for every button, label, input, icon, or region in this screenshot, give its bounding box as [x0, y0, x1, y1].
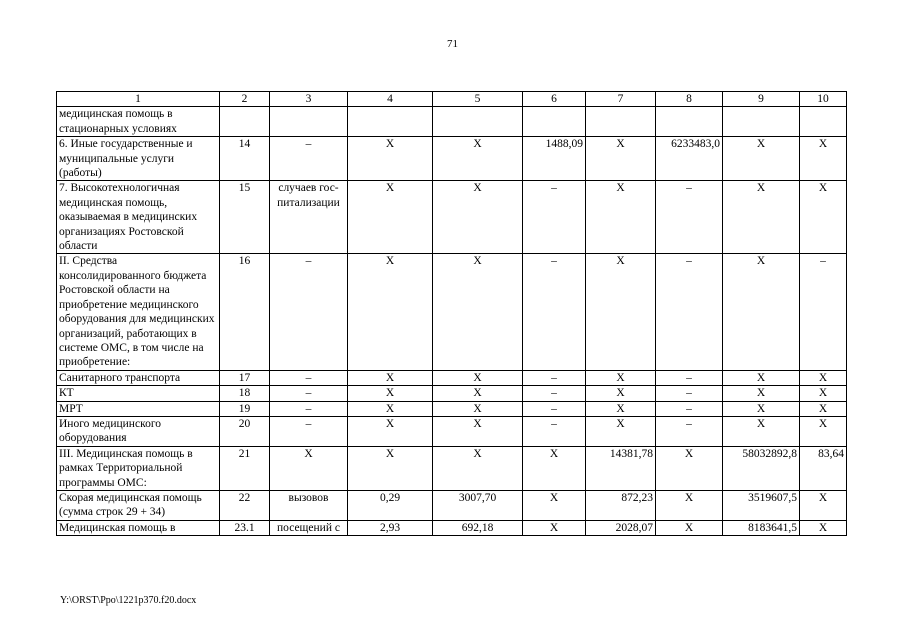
- table-row: [57, 107, 847, 137]
- table-cell: [800, 107, 847, 137]
- header-cell: 8: [656, 92, 723, 107]
- header-cell: 6: [523, 92, 586, 107]
- header-cell: 4: [348, 92, 433, 107]
- table-row: [57, 254, 847, 370]
- table-cell: [348, 107, 433, 137]
- row-code: 14: [220, 137, 270, 181]
- table-cell: Х: [348, 370, 433, 385]
- table-cell: Х: [348, 446, 433, 490]
- table-cell: Х: [433, 386, 523, 401]
- table-cell: Х: [348, 181, 433, 254]
- table-row: [57, 370, 847, 385]
- row-code: 19: [220, 401, 270, 416]
- header-cell: 5: [433, 92, 523, 107]
- table-cell: [586, 107, 656, 137]
- table-cell: 1488,09: [523, 137, 586, 181]
- table-cell: Х: [586, 416, 656, 446]
- row-name: III. Медицинская помощь в рамках Территориальной программы ОМС:: [57, 446, 220, 490]
- row-code: 22: [220, 490, 270, 520]
- header-cell: 10: [800, 92, 847, 107]
- data-table: [56, 91, 847, 536]
- table-cell: Х: [586, 386, 656, 401]
- table-row: [57, 181, 847, 254]
- table-cell: Х: [348, 254, 433, 370]
- row-name: Скорая медицинская помощь (сумма строк 29 + 34): [57, 490, 220, 520]
- table-cell: Х: [433, 181, 523, 254]
- table-cell: –: [656, 181, 723, 254]
- table-row: [57, 401, 847, 416]
- row-code: [220, 107, 270, 137]
- table-cell: –: [656, 370, 723, 385]
- table-cell: 872,23: [586, 490, 656, 520]
- table-cell: Х: [586, 254, 656, 370]
- row-code: 16: [220, 254, 270, 370]
- table-cell: Х: [723, 370, 800, 385]
- header-cell: 3: [270, 92, 348, 107]
- table-cell: Х: [433, 137, 523, 181]
- table-cell: Х: [433, 416, 523, 446]
- table-cell: Х: [800, 370, 847, 385]
- row-unit: Х: [270, 446, 348, 490]
- table-cell: Х: [723, 137, 800, 181]
- table-cell: Х: [586, 370, 656, 385]
- table-cell: Х: [723, 181, 800, 254]
- row-name: Медицинская помощь в: [57, 520, 220, 535]
- row-code: 21: [220, 446, 270, 490]
- table-cell: Х: [800, 490, 847, 520]
- table-row: [57, 446, 847, 490]
- row-name: МРТ: [57, 401, 220, 416]
- table-cell: Х: [433, 370, 523, 385]
- table-cell: Х: [348, 416, 433, 446]
- table-cell: 58032892,8: [723, 446, 800, 490]
- row-unit: вызовов: [270, 490, 348, 520]
- table-cell: 2,93: [348, 520, 433, 535]
- table-cell: 8183641,5: [723, 520, 800, 535]
- table-cell: Х: [656, 446, 723, 490]
- header-cell: 2: [220, 92, 270, 107]
- table-cell: Х: [433, 446, 523, 490]
- table-row: [57, 520, 847, 535]
- table-cell: Х: [348, 401, 433, 416]
- table-cell: Х: [723, 386, 800, 401]
- table-cell: 0,29: [348, 490, 433, 520]
- table-cell: [523, 107, 586, 137]
- header-cell: 9: [723, 92, 800, 107]
- row-unit: –: [270, 386, 348, 401]
- row-unit: –: [270, 416, 348, 446]
- row-unit: посещений с: [270, 520, 348, 535]
- table-cell: Х: [800, 386, 847, 401]
- table-cell: Х: [586, 401, 656, 416]
- table-cell: Х: [800, 416, 847, 446]
- table-cell: –: [523, 401, 586, 416]
- table-cell: 14381,78: [586, 446, 656, 490]
- table-row: [57, 490, 847, 520]
- row-unit: –: [270, 137, 348, 181]
- table-cell: [723, 107, 800, 137]
- header-cell: 1: [57, 92, 220, 107]
- table-cell: Х: [723, 416, 800, 446]
- row-unit: случаев гос-питализации: [270, 181, 348, 254]
- table-cell: 2028,07: [586, 520, 656, 535]
- row-code: 23.1: [220, 520, 270, 535]
- table-cell: –: [523, 416, 586, 446]
- table-cell: Х: [723, 254, 800, 370]
- header-cell: 7: [586, 92, 656, 107]
- table-cell: –: [523, 254, 586, 370]
- table-cell: Х: [586, 181, 656, 254]
- table-cell: [656, 107, 723, 137]
- page-number: 71: [447, 38, 458, 50]
- table-cell: [433, 107, 523, 137]
- row-unit: –: [270, 370, 348, 385]
- row-name: 6. Иные государственные и муниципальные услуги (работы): [57, 137, 220, 181]
- row-name: Иного медицинского оборудования: [57, 416, 220, 446]
- file-path-footer: Y:\ORST\Ppo\1221p370.f20.docx: [60, 595, 197, 606]
- table-cell: Х: [800, 401, 847, 416]
- row-unit: –: [270, 401, 348, 416]
- table-cell: Х: [723, 401, 800, 416]
- table-cell: –: [523, 370, 586, 385]
- table-cell: Х: [433, 254, 523, 370]
- table-cell: Х: [523, 446, 586, 490]
- header-row: [57, 92, 847, 107]
- row-name: II. Средства консолидированного бюджета Ростовской области на приобретение медицинского оборудования для медицинских организаций, работающих в системе ОМС, в том числе на приобретение:: [57, 254, 220, 370]
- table-row: [57, 137, 847, 181]
- row-name: КТ: [57, 386, 220, 401]
- table-cell: –: [523, 386, 586, 401]
- table-cell: –: [523, 181, 586, 254]
- table-cell: –: [800, 254, 847, 370]
- table-cell: 83,64: [800, 446, 847, 490]
- row-unit: [270, 107, 348, 137]
- row-code: 17: [220, 370, 270, 385]
- table-cell: –: [656, 386, 723, 401]
- table-cell: –: [656, 254, 723, 370]
- row-unit: –: [270, 254, 348, 370]
- row-name: 7. Высокотехнологичная медицинская помощь, оказываемая в медицинских организациях Ростовской области: [57, 181, 220, 254]
- row-code: 18: [220, 386, 270, 401]
- table-cell: Х: [800, 520, 847, 535]
- table-cell: Х: [523, 490, 586, 520]
- row-name: медицинская помощь в стационарных условиях: [57, 107, 220, 137]
- row-code: 20: [220, 416, 270, 446]
- table-cell: 3007,70: [433, 490, 523, 520]
- table-cell: Х: [656, 490, 723, 520]
- table-cell: Х: [348, 386, 433, 401]
- table-cell: Х: [586, 137, 656, 181]
- table-cell: 3519607,5: [723, 490, 800, 520]
- table-cell: Х: [800, 137, 847, 181]
- table-cell: Х: [656, 520, 723, 535]
- table-cell: –: [656, 401, 723, 416]
- table-cell: Х: [433, 401, 523, 416]
- table-cell: –: [656, 416, 723, 446]
- row-name: Санитарного транспорта: [57, 370, 220, 385]
- row-code: 15: [220, 181, 270, 254]
- table-cell: Х: [800, 181, 847, 254]
- table-cell: Х: [348, 137, 433, 181]
- table-cell: 6233483,0: [656, 137, 723, 181]
- table-row: [57, 416, 847, 446]
- table-cell: 692,18: [433, 520, 523, 535]
- table-row: [57, 386, 847, 401]
- table-cell: Х: [523, 520, 586, 535]
